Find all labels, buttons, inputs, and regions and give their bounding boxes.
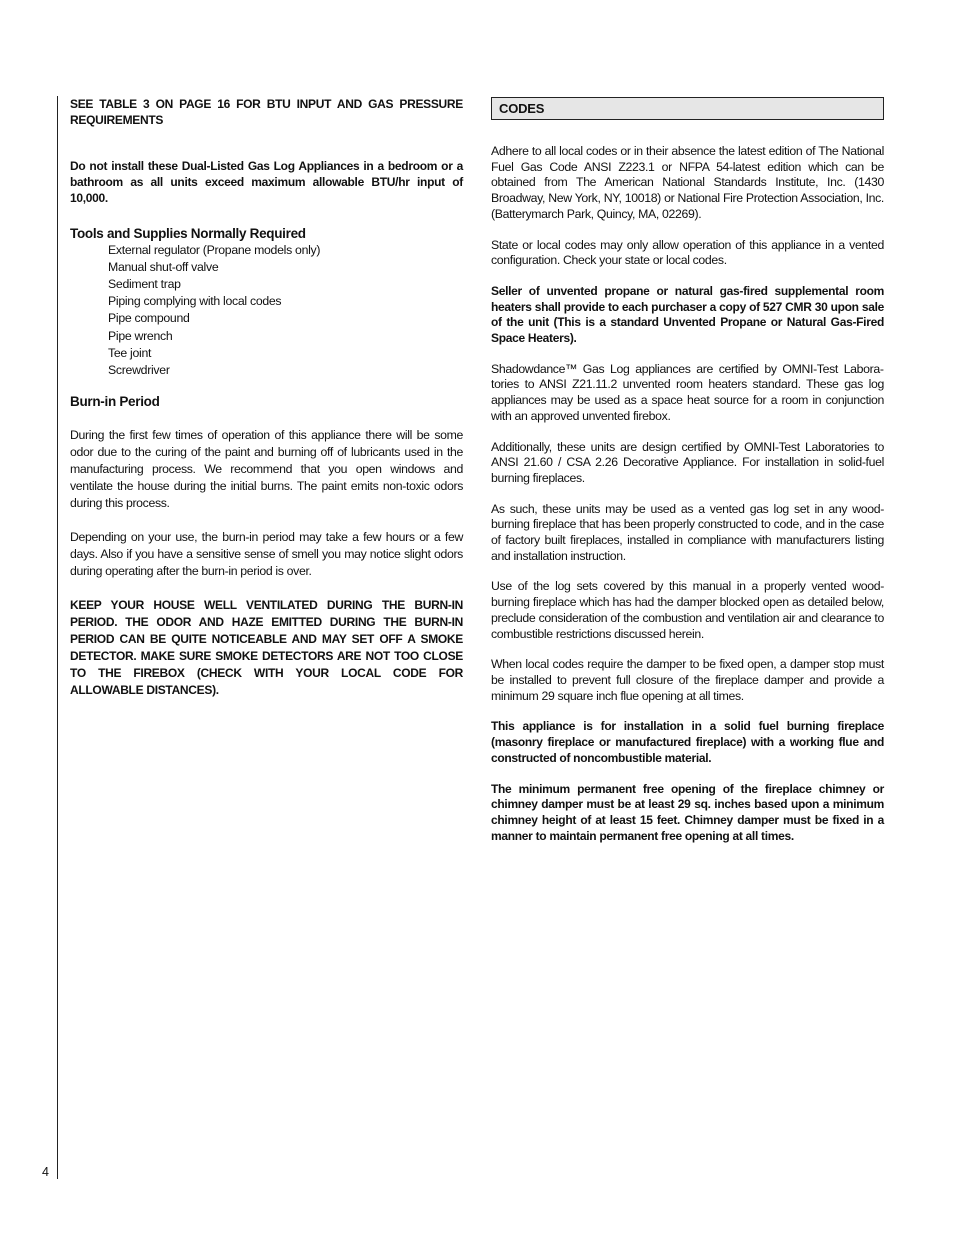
bedroom-warning: Do not install these Dual-Listed Gas Log Appliances in a bedroom or a bathroom as all units exceed maximum allowable BTU/hr input of 10,000. [70, 159, 463, 205]
list-item: Manual shut-off valve [108, 259, 219, 274]
list-item: Sediment trap [108, 276, 181, 291]
list-item: Screwdriver [108, 362, 170, 377]
list-item: Pipe wrench [108, 328, 173, 343]
codes-paragraph: The minimum permanent free opening of the fireplace chimney or chimney damper must be at least 29 sq. inches based upon a minimum chimney height of at least 15 feet. Chimney damper must be fixed in a manner to maintain permanent free opening at all times. [491, 781, 884, 843]
page-number: 4 [42, 1165, 49, 1179]
codes-paragraph: Additionally, these units are design certified by OMNI-Test Laboratories to ANSI 21.60 / CSA 2.26 Decorative Appliance. For installation in solid-fuel burning fireplaces. [491, 439, 884, 485]
codes-paragraph: Adhere to all local codes or in their absence the latest edition of The National Fuel Gas Code ANSI Z223.1 or NFPA 54-latest edition which can be obtained from The American National Standards Institute, Inc. (1430 Broadway, New York, NY, 10018) or National Fire Protection Association, Inc. (Batterymarch Park, Quincy, MA, 02269). [491, 144, 884, 221]
codes-paragraph: Shadowdance™ Gas Log appliances are certified by OMNI-Test Laboratories to ANSI Z21.11.2 unvented room heaters standard. These gas log appliances may be used as a space heat source for a room in conjunction with an approved unvented firebox. [491, 361, 884, 423]
codes-heading: CODES [491, 97, 884, 120]
burnin-heading: Burn-in Period [70, 394, 160, 410]
codes-paragraph: Seller of unvented propane or natural gas-fired supplemental room heaters shall provide to each purchaser a copy of 527 CMR 30 upon sale of the unit (This is a standard Unvented Propane or Natural Gas-Fired Space Heaters). [491, 283, 884, 346]
burnin-paragraph: Depending on your use, the burn-in period may take a few hours or a few days. Also if you have a sensitive sense of smell you may notice slight odors during operating after the burn-in period is over. [70, 530, 463, 579]
list-item: External regulator (Propane models only) [108, 242, 321, 257]
list-item: Piping complying with local codes [108, 294, 282, 309]
list-item: Tee joint [108, 345, 152, 360]
codes-paragraph: This appliance is for installation in a solid fuel burning fireplace (masonry fireplace or manufactured fireplace) with a working flue and constructed of noncombustible material. [491, 719, 884, 765]
codes-paragraph: As such, these units may be used as a vented gas log set in any wood-burning fireplace that has been properly constructed to code, and in the case of factory built fireplaces, installed in compliance with manufacturers listing and installation instruction. [491, 501, 884, 563]
ventilation-warning: KEEP YOUR HOUSE WELL VENTILATED DURING THE BURN-IN PERIOD. THE ODOR AND HAZE EMITTED DURING THE BURN-IN PERIOD CAN BE QUITE NOTICEABLE AND MAY SET OFF A SMOKE DETECTOR. MAKE SURE SMOKE DETECTORS ARE NOT TOO CLOSE TO THE FIREBOX (CHECK WITH YOUR LOCAL CODE FOR ALLOWABLE DISTANCES). [70, 598, 463, 698]
left-column [70, 97, 463, 699]
tools-list [70, 242, 463, 380]
codes-paragraph: Use of the log sets covered by this manual in a properly vented wood-burning fireplace which has had the damper blocked open as detailed below, preclude consideration of the combustion and ventilation air and clearance to combustible restrictions discussed herein. [491, 579, 884, 641]
codes-paragraph: When local codes require the damper to be fixed open, a damper stop must be installed to prevent full closure of the fireplace damper and provide a minimum 29 square inch flue opening at all times. [491, 657, 884, 703]
tools-heading: Tools and Supplies Normally Required [70, 225, 306, 241]
codes-paragraph: State or local codes may only allow operation of this appliance in a vented configuration. Check your state or local codes. [491, 237, 884, 268]
margin-rule [57, 96, 58, 1179]
list-item: Pipe compound [108, 311, 190, 326]
btu-notice: SEE TABLE 3 ON PAGE 16 FOR BTU INPUT AND GAS PRESSURE REQUIREMENTS [70, 97, 463, 127]
right-column [491, 97, 884, 844]
burnin-paragraph: During the first few times of operation of this appliance there will be some odor due to the curing of the paint and burning off of lubricants used in the manufacturing process. We recommend that you open windows and ventilate the house during the initial burns. The paint emits non-toxic odors during this process. [70, 428, 463, 511]
